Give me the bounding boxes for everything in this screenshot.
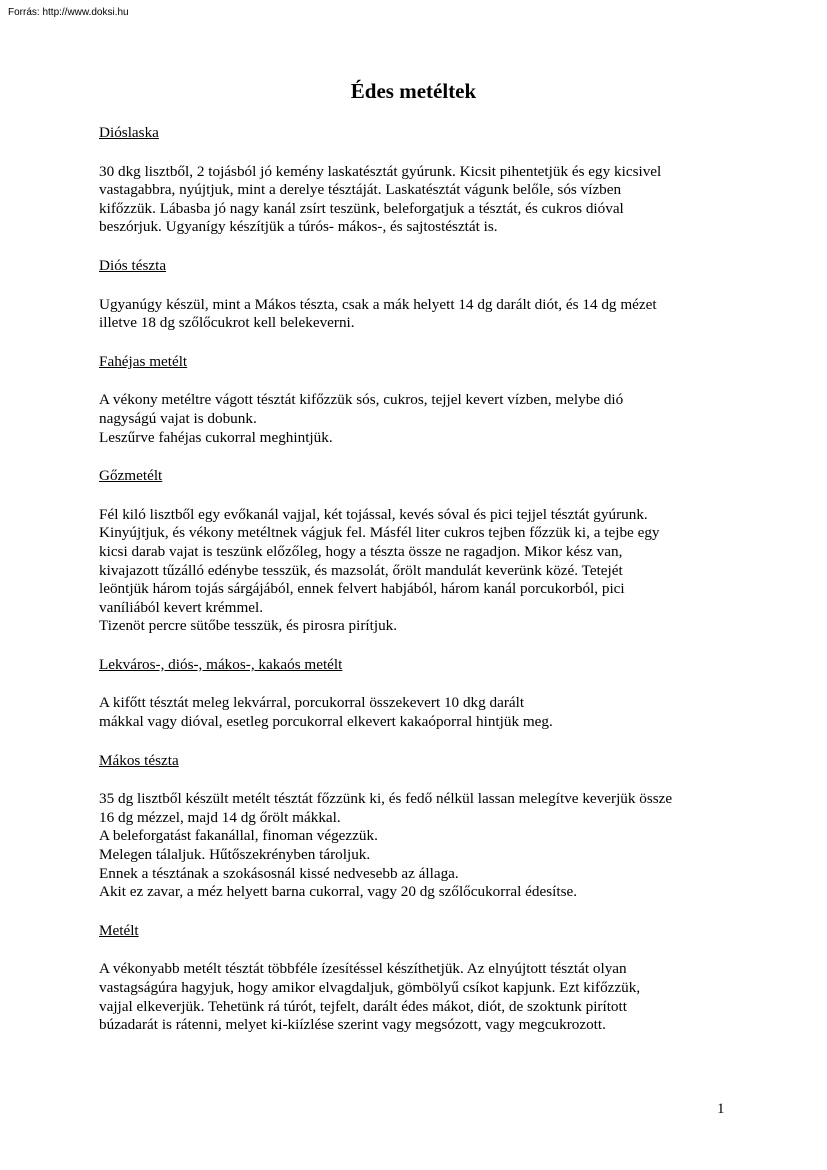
page-title: Édes metéltek <box>350 79 477 103</box>
text-line: Fél kiló lisztből egy evőkanál vajjal, két tojással, kevés sóval és pici tejjel tésztát gyúrunk. <box>99 505 648 523</box>
section-heading: Metélt <box>99 921 139 939</box>
section-body <box>99 296 739 333</box>
text-line: 16 dg mézzel, majd 14 dg őrölt mákkal. <box>99 808 341 826</box>
text-line: A beleforgatást fakanállal, finoman végezzük. <box>99 827 378 845</box>
section-body <box>99 960 739 1034</box>
text-line: Leszűrve fahéjas cukorral meghintjük. <box>99 428 333 446</box>
text-line: vastagabbra, nyújtjuk, mint a derelye tésztáját. Laskatésztát vágunk belőle, sós vízben <box>99 181 622 199</box>
text-line: Melegen tálaljuk. Hűtőszekrényben tároljuk. <box>99 846 371 864</box>
text-line: nagyságú vajat is dobunk. <box>99 409 257 427</box>
text-line: beszórjuk. Ugyanígy készítjük a túrós- mákos-, és sajtostésztát is. <box>99 218 498 236</box>
text-line: Ugyanúgy készül, mint a Mákos tészta, csak a mák helyett 14 dg darált diót, és 14 dg mézet <box>99 295 657 313</box>
section-body <box>99 506 739 636</box>
text-line: búzadarát is rátenni, melyet ki-kiízlése szerint vagy megsózott, vagy megcukrozott. <box>99 1016 606 1034</box>
text-line: leöntjük három tojás sárgájából, ennek felvert habjából, három kanál porcukorból, pici <box>99 580 625 598</box>
section-body <box>99 391 739 447</box>
text-line: vajjal elkeverjük. Tehetünk rá túrót, tejfelt, darált édes mákot, diót, de szoktunk pirított <box>99 997 627 1015</box>
section-heading: Mákos tészta <box>99 751 179 769</box>
text-line: illetve 18 dg szőlőcukrot kell belekeverni. <box>99 314 355 332</box>
source-note: Forrás: http://www.doksi.hu <box>8 7 129 18</box>
text-line: vastagságúra hagyjuk, hogy amikor elvagdaljuk, gömbölyű csíkot kapjunk. Ezt kifőzzük, <box>99 979 641 996</box>
section-heading: Gőzmetélt <box>99 467 163 485</box>
section-body <box>99 163 739 237</box>
text-line: kivajazott tűzálló edénybe tesszük, és mazsolát, őrölt mandulát keverünk közé. Tetejét <box>99 561 623 579</box>
recipe-content <box>99 124 739 1055</box>
text-line: 35 dg lisztből készült metélt tésztát főzzünk ki, és fedő nélkül lassan melegítve keverjük össze <box>99 790 673 808</box>
text-line: 30 dkg lisztből, 2 tojásból jó kemény laskatésztát gyúrunk. Kicsit pihentetjük és egy kicsivel <box>99 162 662 180</box>
text-line: A kifőtt tésztát meleg lekvárral, porcukorral összekevert 10 dkg darált <box>99 694 525 712</box>
section-heading: Diós tészta <box>99 256 167 274</box>
text-line: kicsi darab vajat is teszünk előzőleg, hogy a tészta össze ne ragadjon. Mikor kész van, <box>99 542 623 560</box>
section-heading: Dióslaska <box>99 124 159 141</box>
text-line: A vékony metéltre vágott tésztát kifőzzük sós, cukros, tejjel kevert vízben, melybe dió <box>99 391 624 409</box>
text-line: Akit ez zavar, a méz helyett barna cukorral, vagy 20 dg szőlőcukorral édesítse. <box>99 883 578 901</box>
text-line: Kinyújtjuk, és vékony metéltnek vágjuk fel. Másfél liter cukros tejben főzzük ki, a tejbe egy <box>99 524 660 542</box>
text-line: A vékonyabb metélt tésztát többféle ízesítéssel készíthetjük. Az elnyújtott tésztát olyan <box>99 960 627 978</box>
section-heading: Lekváros-, diós-, mákos-, kakaós metélt <box>99 655 343 673</box>
section-body <box>99 790 739 902</box>
section-body <box>99 694 739 731</box>
text-line: Tizenöt percre sütőbe tesszük, és pirosra pirítjuk. <box>99 617 398 635</box>
text-line: Ennek a tésztának a szokásosnál kissé nedvesebb az állaga. <box>99 864 459 882</box>
text-line: vaníliából kevert krémmel. <box>99 598 264 616</box>
text-line: kifőzzük. Lábasba jó nagy kanál zsírt teszünk, beleforgatjuk a tésztát, és cukros dióval <box>99 199 624 217</box>
page-number: 1 <box>717 1101 725 1117</box>
section-heading: Fahéjas metélt <box>99 352 188 370</box>
text-line: mákkal vagy dióval, esetleg porcukorral elkevert kakaóporral hintjük meg. <box>99 713 553 731</box>
